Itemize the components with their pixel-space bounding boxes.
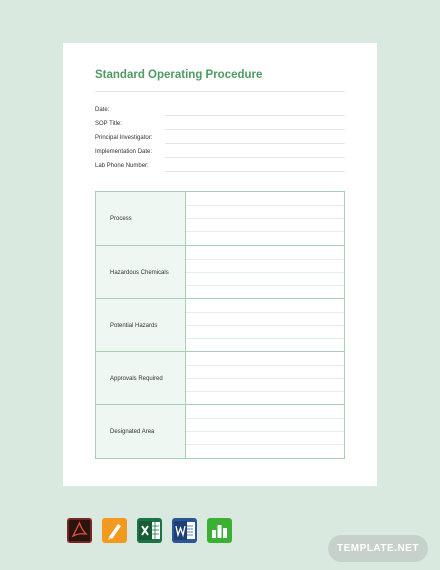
field-line — [165, 171, 345, 172]
table-row — [96, 192, 344, 245]
write-line — [186, 325, 344, 326]
write-line — [186, 431, 344, 432]
row-write-area — [186, 246, 344, 299]
numbers-icon[interactable] — [207, 518, 232, 543]
field-label: SOP Title: — [95, 121, 122, 127]
adobe-pdf-icon[interactable] — [67, 518, 92, 543]
write-line — [186, 272, 344, 273]
pages-icon[interactable] — [102, 518, 127, 543]
row-label-cell — [96, 246, 186, 299]
row-write-area — [186, 405, 344, 458]
write-line — [186, 259, 344, 260]
row-label-cell — [96, 352, 186, 405]
field-label: Principal Investigator: — [95, 135, 153, 141]
row-write-area — [186, 299, 344, 352]
write-line — [186, 444, 344, 445]
write-line — [186, 205, 344, 206]
table-row — [96, 351, 344, 405]
title-divider — [95, 91, 345, 92]
field-sop-title — [95, 116, 345, 130]
procedure-table — [95, 191, 345, 459]
field-label: Implementation Date: — [95, 149, 153, 155]
row-label: Hazardous Chemicals — [110, 269, 169, 276]
table-row — [96, 298, 344, 352]
field-principal-investigator — [95, 130, 345, 144]
write-line — [186, 218, 344, 219]
write-line — [186, 312, 344, 313]
field-label: Date: — [95, 107, 110, 113]
field-date — [95, 102, 345, 116]
row-label: Potential Hazards — [110, 322, 158, 329]
table-row — [96, 245, 344, 299]
field-implementation-date — [95, 144, 345, 158]
field-lab-phone-number — [95, 158, 345, 172]
row-label: Approvals Required — [110, 375, 163, 382]
template-net-badge[interactable]: TEMPLATE.NET — [328, 535, 428, 562]
write-line — [186, 231, 344, 232]
excel-icon[interactable] — [137, 518, 162, 543]
write-line — [186, 365, 344, 366]
row-label-cell — [96, 299, 186, 352]
row-label-cell — [96, 192, 186, 245]
write-line — [186, 285, 344, 286]
write-line — [186, 391, 344, 392]
field-label: Lab Phone Number: — [95, 163, 149, 169]
word-icon[interactable] — [172, 518, 197, 543]
row-label: Designated Area — [110, 428, 155, 435]
write-line — [186, 338, 344, 339]
row-write-area — [186, 192, 344, 245]
row-label-cell — [96, 405, 186, 458]
row-label: Process — [110, 215, 132, 222]
row-write-area — [186, 352, 344, 405]
document-title: Standard Operating Procedure — [95, 69, 263, 81]
write-line — [186, 418, 344, 419]
document-page — [63, 43, 377, 486]
write-line — [186, 378, 344, 379]
table-row — [96, 404, 344, 458]
